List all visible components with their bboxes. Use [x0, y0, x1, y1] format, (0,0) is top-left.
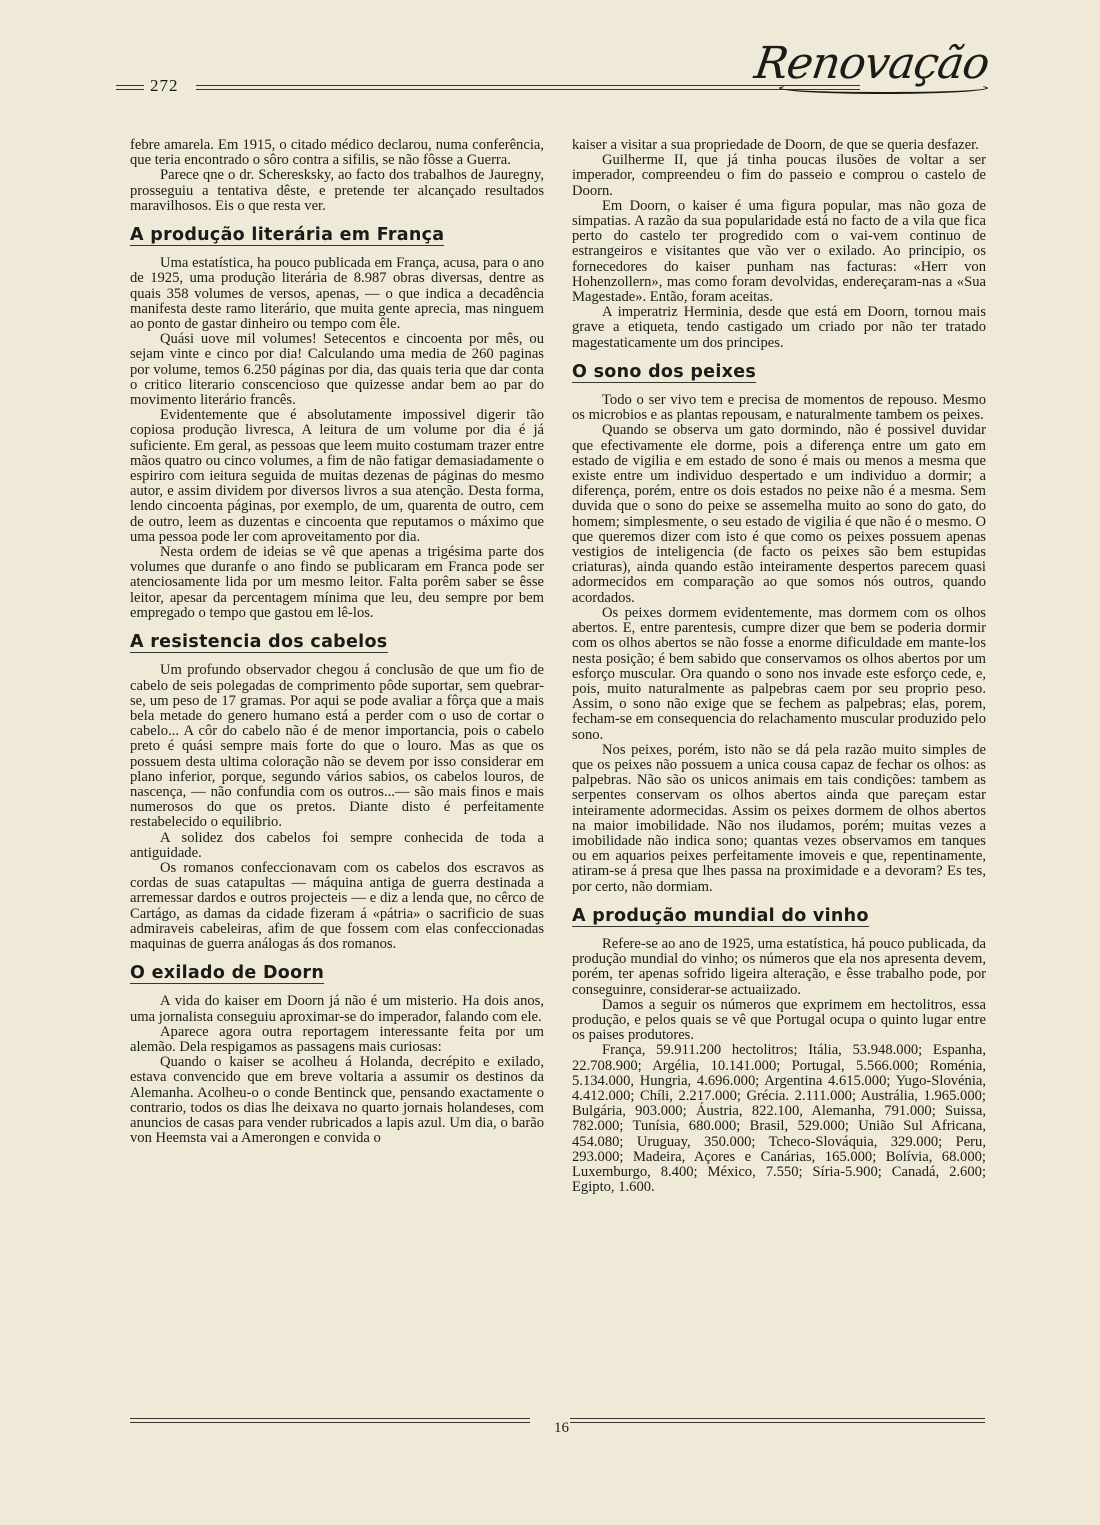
- folio-number: 16: [554, 1420, 569, 1436]
- paragraph: Quási uove mil volumes! Setecentos e cincoenta por mês, ou sejam vinte e cinco por dia! Calculando uma media de 260 paginas por volume, temos 6.250 páginas por dia, das quais teria que dar conta o critico literario conscencioso que quizesse andar bem ao par do movimento literário francês.: [130, 331, 544, 409]
- paragraph: Guilherme II, que já tinha poucas ilusões de voltar a ser imperador, compreendeu o fim do passeio e comprou o castelo de Doorn.: [572, 152, 986, 199]
- paragraph: Aparece agora outra reportagem interessante feita por um alemão. Dela respigamos as passagens mais curiosas:: [130, 1023, 544, 1055]
- paragraph: Quando se observa um gato dormindo, não é possivel duvidar que efectivamente ele dorme, pois a diferença entre um gato em estado de vigilia e em estado de sono é mais ou menos a mesma que existe entre um individuo despertado e um individuo a dormir; a diferença, porém, entre os dois estados no peixe não é a mesma. Sem duvida que o sono do peixe se assemelha muito ao sono do gato, do homem; simplesmente, o seu estado de vigilia é que não é o mesmo. O que queremos dizer com isto é que como os peixes possuem apenas vestigios de inteligencia (de facto os peixes são bem estupidas criaturas), ainda quando estão inteiramente despertos parecem quasi adormecidos em comparação ao que somos nós outros, quando acordados.: [572, 422, 986, 606]
- paragraph: A solidez dos cabelos foi sempre conhecida de toda a antiguidade.: [130, 829, 544, 861]
- section-heading-world-wine-production: A produção mundial do vinho: [572, 905, 869, 926]
- section-heading-fish-sleep: O sono dos peixes: [572, 361, 757, 382]
- paragraph: febre amarela. Em 1915, o citado médico declarou, numa conferência, que teria encontrado o sôro contra a sifilis, se não fôsse a Guerra.: [130, 137, 544, 169]
- section-heading-hair-resistance: A resistencia dos cabelos: [130, 632, 388, 653]
- paragraph: A vida do kaiser em Doorn já não é um misterio. Ha dois anos, uma jornalista conseguiu aproximar-se do imperador, falando com ele.: [130, 993, 544, 1025]
- paragraph: Refere-se ao ano de 1925, uma estatística, há pouco publicada, da produção mundial do vinho; os números que ela nos apresenta devem, porém, ter apenas sofrido ligeira alteração, e êsse trabalho pode, por conseguinre, considerar-se actuaiizado.: [572, 935, 986, 998]
- paragraph: Nesta ordem de ideias se vê que apenas a trigésima parte dos volumes que duranfe o ano findo se publicaram em Franca pode ser atenciosamente lida por um mesmo leitor. Falta porêm saber se êsse leitor, apesar da percentagem mínima que leu, deu sempre por bem empregado o tempo que gastou em lê-los.: [130, 544, 544, 621]
- page-number: 272: [146, 76, 183, 96]
- paragraph: Nos peixes, porém, isto não se dá pela razão muito simples de que os peixes não possuem a unica cousa capaz de fechar os olhos: as palpebras. Não são os unicos animais em tais condições: tambem as serpentes conservam os olhos abertos ainda que pareçam estar inteiramente adormecidas. Assim os peixes dormem de olhos abertos na maior imobilidade. Não nos iludamos, porém; muitas vezes a imobilidade não indica sono; quantas vezes observamos em tanques ou em aquarios peixes perfeitamente imoveis e que, repentinamente, atiram-se á presa que lhes passa na proximidade e a devoram? Es tes, por certo, não dormiam.: [572, 741, 986, 895]
- paragraph: Parece qne o dr. Scheresksky, ao facto dos trabalhos de Jauregny, prosseguiu a tentativa dêste, e pretende ter alcançado resultados maravilhosos. Eis o que resta ver.: [130, 167, 544, 214]
- footer-rule-left: [130, 1418, 530, 1423]
- paragraph: Os romanos confeccionavam com os cabelos dos escravos as cordas de suas catapultas — máquina antiga de guerra destinada a arremessar dardos e outros projecteis — e diz a lenda que, no cêrco de Cartágo, as damas da cidade fizeram á «pátria» o sacrificio de suas admiraveis cabeleiras, afim de que fossem com elas confeccionadas maquinas de guerra análogas ás dos romanos.: [130, 859, 544, 952]
- paragraph: A imperatriz Herminia, desde que está em Doorn, tornou mais grave a etiqueta, tendo castigado um criado por não ter tratado magestaticamente um dos principes.: [572, 304, 986, 351]
- paragraph: Uma estatística, ha pouco publicada em França, acusa, para o ano de 1925, uma produção literária de 8.987 obras diversas, dentre as quais 358 volumes de versos, apenas, — o que indica a decadência manifesta deste ramo literário, que muita gente aprecia, mas ninguem ao ponto de gastar dinheiro ou tempo com êle.: [130, 255, 544, 333]
- masthead-logo: Renovação: [750, 38, 992, 89]
- section-heading-literary-production: A produção literária em França: [130, 225, 445, 246]
- footer-rule-right: [570, 1418, 985, 1423]
- paragraph: França, 59.911.200 hectolitros; Itália, 53.948.000; Espanha, 22.708.900; Argélia, 10.141.000; Portugal, 5.566.000; Roménia, 5.134.000, Hungria, 4.696.000; Argentina 4.615.000; Yugo-Slovénia, 4.412.000; Chíli, 2.217.000; Grécia. 2.111.000; Austrália, 1.965.000; Bulgária, 903.000; Áustria, 822.100, Alemanha, 791.000; Suissa, 782.000; Tunísia, 680.000; Brasil, 529.000; União Sul Africana, 454.080; Uruguay, 350.000; Tcheco-Slováquia, 329.000; Peru, 293.000; Madeira, Açores e Canárias, 165.000; Bolívia, 68.000; Luxemburgo, 8.400; México, 7.550; Síria-5.900; Canadá, 2.600; Egipto, 1.600.: [572, 1042, 986, 1196]
- paragraph: Em Doorn, o kaiser é uma figura popular, mas não goza de simpatias. A razão da sua popularidade está no facto de a vila que fica perto do castelo ter progredido com o vai-vem continuo de estrangeiros e visitantes que vão ver o exilado. Ao principio, os fornecedores do kaiser punham nas facturas: «Herr von Hohenzollern», mas como foram devolvidas, endereçaram-nas a «Sua Magestade». Então, foram aceitas.: [572, 197, 986, 306]
- header-rule-left: [116, 85, 144, 90]
- left-column: [130, 138, 544, 1146]
- paragraph: Evidentemente que é absolutamente impossivel digerir tão copiosa produção livresca, A leitura de um volume por dia é já suficiente. Em geral, as pessoas que leem muito costumam trazer entre mãos quatro ou cinco volumes, a fim de não fatigar demasiadamente o espiriro com ieitura seguida de muitas dezenas de páginas do mesmo autor, e assim dividem por diversos livros a sua atenção. Desta forma, lendo cincoenta páginas, por exemplo, de um, quarenta de outro, cem de outro, leem as duzentas e cincoenta que reputamos o máximo que uma pessoa pode ler com aproveitamento por dia.: [130, 407, 544, 545]
- paragraph: kaiser a visitar a sua propriedade de Doorn, de que se queria desfazer.: [572, 137, 979, 153]
- paragraph: Um profundo observador chegou á conclusão de que um fio de cabelo de seis polegadas de comprimento pôde suportar, sem quebrar-se, um peso de 17 gramas. Por aqui se pode avaliar a fôrça que a mais bela metade do genero humano está a perder com o uso de cortar o cabelo... A côr do cabelo não é de menor importancia, pois o cabelo preto é quási sempre mais forte do que o louro. Mas as que os possuem desta ultima coloração não se devem por isso considerar em plano inferior, porque, segundo vários sabios, os cabelos louros, de nascença, — não confundia com os outros...— são mais finos e mais numerosos do que os pretos. Diante disto é perfeitamente restabelecido o equilibrio.: [130, 662, 544, 831]
- masthead-swash: [779, 82, 988, 94]
- paragraph: Damos a seguir os números que exprimem em hectolitros, essa produção, e pelos quais se vê que Portugal ocupa o quinto lugar entre os paises produtores.: [572, 996, 986, 1044]
- paragraph: Todo o ser vivo tem e precisa de momentos de repouso. Mesmo os microbios e as plantas repousam, e naturalmente tambem os peixes.: [572, 392, 986, 424]
- paragraph: Os peixes dormem evidentemente, mas dormem com os olhos abertos. E, entre parentesis, cumpre dizer que bem se poderia dormir com os olhos abertos se não fosse a enorme dificuldade em mante-los nesta posição; é bem sabido que conservamos os olhos abertos por um esforço muscular. Ora quando o sono nos invade este esforço cede, e, pois, muito naturalmente as palpebras caem por seu proprio peso. Assim, o sono não exige que se fechem as palpebras; elas, porem, fecham-se em consequencia do relachamento muscular produzido pelo sono.: [572, 604, 986, 743]
- right-column: [572, 138, 986, 1195]
- section-heading-exile-of-doorn: O exilado de Doorn: [130, 963, 325, 984]
- paragraph: Quando o kaiser se acolheu á Holanda, decrépito e exilado, estava convencido que em breve voltaria a assumir os destinos da Alemanha. Acolheu-o o conde Bentinck que, pensando exactamente o contrario, todos os dias lhe deixava no quarto jornais holandeses, com anuncios de casas para vender rubricados a lapis azul. Um dia, o barão von Heemsta vai a Amerongen e convida o: [130, 1054, 544, 1147]
